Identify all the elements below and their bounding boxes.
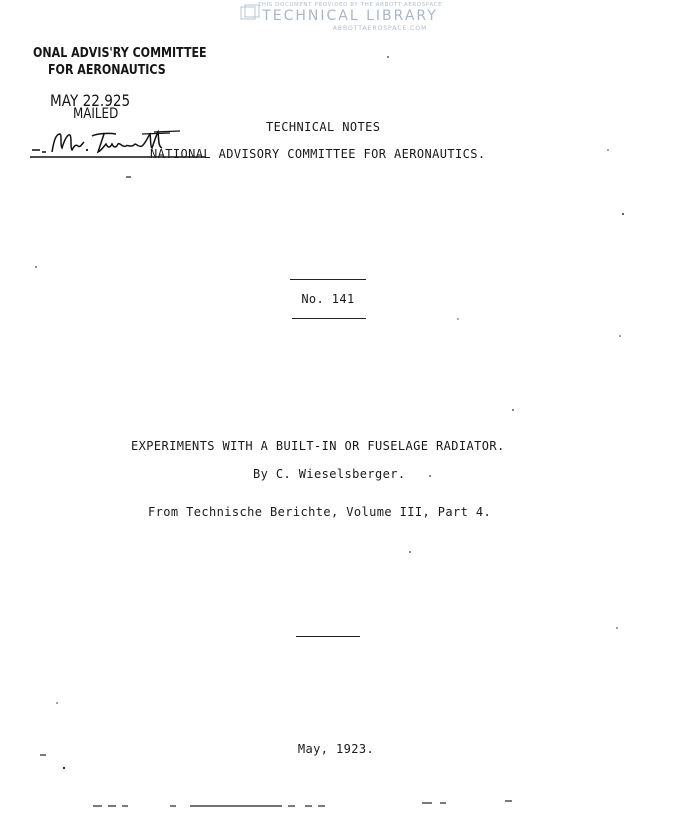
watermark-url: ABBOTTAEROSPACE.COM xyxy=(332,25,428,32)
stamp-mailed: MAILED xyxy=(73,106,119,122)
watermark-title: TECHNICAL LIBRARY xyxy=(262,8,438,24)
note-number: No. 141 xyxy=(301,292,355,306)
document-date: May, 1923. xyxy=(297,742,375,756)
series-heading: TECHNICAL NOTES xyxy=(266,120,381,134)
source-line: From Technische Berichte, Volume III, Part 4. xyxy=(148,505,492,519)
watermark-provided-by: THIS DOCUMENT PROVIDED BY THE ABBOTT AEROSPACE xyxy=(257,2,443,8)
organization-name: NATIONAL ADVISORY COMMITTEE FOR AERONAUTICS. xyxy=(150,147,486,161)
stamp-aeronautics-line: FOR AERONAUTICS xyxy=(48,63,166,78)
stamp-committee-line: ONAL ADVIS'RY COMMITTEE xyxy=(33,46,207,61)
document-title: EXPERIMENTS WITH A BUILT-IN OR FUSELAGE RADIATOR. xyxy=(131,439,505,453)
author-line: By C. Wieselsberger. xyxy=(253,467,406,481)
stamp-date: MAY 22.925 xyxy=(50,91,131,110)
